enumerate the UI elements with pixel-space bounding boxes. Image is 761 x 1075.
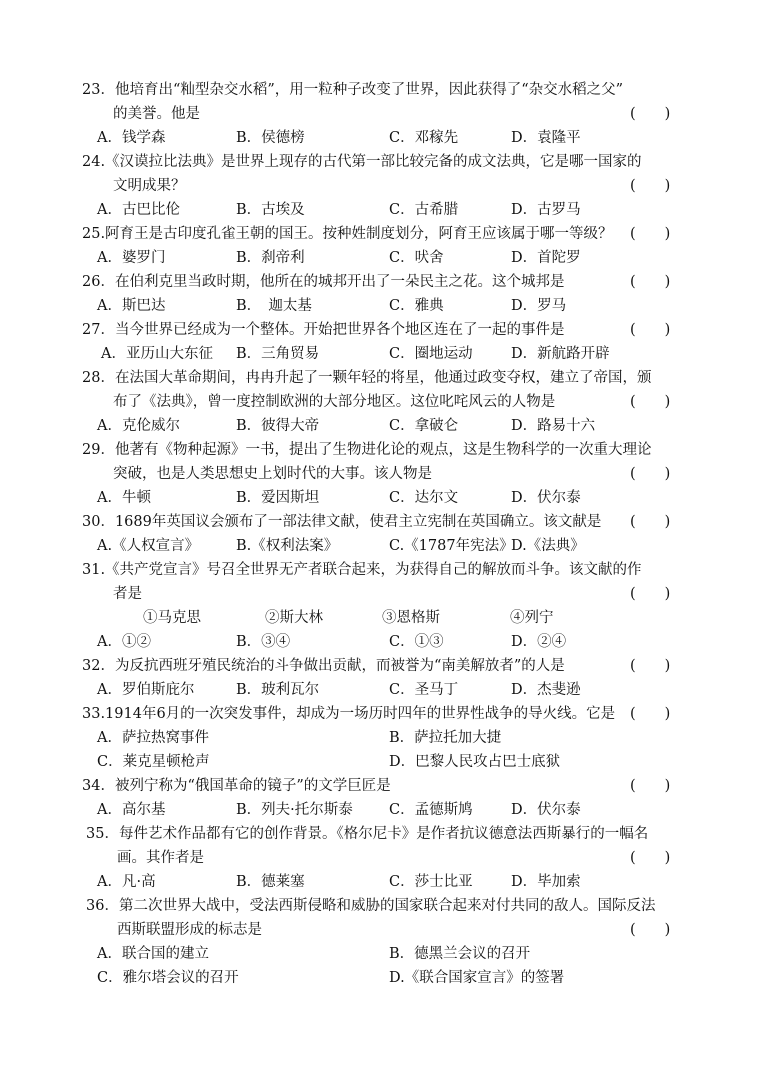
q34-option-c: C．孟德斯鸠 — [389, 802, 473, 818]
q24-option-d: D．古罗马 — [511, 202, 581, 218]
q23-option-b: B．侯德榜 — [236, 130, 305, 146]
q31-option-c: C．①③ — [389, 634, 444, 650]
q33-answer-paren: ( ) — [630, 706, 671, 722]
q28-stem-line1: 28．在法国大革命期间，冉冉升起了一颗年轻的将星，他通过政变夺权，建立了帝国，颁 — [82, 370, 652, 386]
q35-option-d: D．毕加索 — [511, 874, 581, 890]
q36-option-b: B．德黑兰会议的召开 — [389, 946, 531, 962]
q27-option-d: D．新航路开辟 — [511, 346, 610, 362]
q36-stem-line2: 西斯联盟形成的标志是 — [117, 922, 262, 938]
q29-option-c: C．达尔文 — [389, 490, 459, 506]
q33-stem: 33.1914年6月的一次突发事件，却成为一场历时四年的世界性战争的导火线。它是 — [82, 706, 616, 722]
q31-item-4: ④列宁 — [510, 610, 554, 626]
q31-answer-paren: ( ) — [630, 586, 671, 602]
q26-option-b: B． 迦太基 — [236, 298, 312, 314]
q33-option-a: A．萨拉热窝事件 — [97, 730, 209, 746]
q34-stem: 34．被列宁称为“俄国革命的镜子”的文学巨匠是 — [82, 778, 391, 794]
q32-stem: 32．为反抗西班牙殖民统治的斗争做出贡献，而被誉为“南美解放者”的人是 — [82, 658, 565, 674]
q23-stem-line2: 的美誉。他是 — [113, 106, 200, 122]
q28-option-a: A．克伦威尔 — [97, 418, 180, 434]
q32-option-d: D．杰斐逊 — [511, 682, 581, 698]
q28-stem-line2: 布了《法典》，曾一度控制欧洲的大部分地区。这位叱咤风云的人物是 — [113, 394, 556, 410]
q31-option-a: A．①② — [97, 634, 151, 650]
q24-option-c: C．古希腊 — [389, 202, 459, 218]
q27-stem: 27．当今世界已经成为一个整体。开始把世界各个地区连在了一起的事件是 — [82, 322, 565, 338]
q36-stem-line1: 36．第二次世界大战中，受法西斯侵略和威胁的国家联合起来对付共同的敌人。国际反法 — [86, 898, 656, 914]
q32-option-a: A．罗伯斯庇尔 — [97, 682, 195, 698]
q26-stem: 26．在伯利克里当政时期，他所在的城邦开出了一朵民主之花。这个城邦是 — [82, 274, 565, 290]
q28-answer-paren: ( ) — [630, 394, 671, 410]
q27-answer-paren: ( ) — [630, 322, 671, 338]
q31-option-b: B．③④ — [236, 634, 291, 650]
q28-option-c: C．拿破仑 — [389, 418, 459, 434]
q31-item-3: ③恩格斯 — [382, 610, 440, 626]
q29-option-b: B．爱因斯坦 — [236, 490, 320, 506]
q25-answer-paren: ( ) — [630, 226, 671, 242]
q33-option-b: B．萨拉托加大捷 — [389, 730, 502, 746]
q32-option-b: B．玻利瓦尔 — [236, 682, 320, 698]
q26-option-a: A．斯巴达 — [97, 298, 166, 314]
q26-answer-paren: ( ) — [630, 274, 671, 290]
q23-option-c: C．邓稼先 — [389, 130, 459, 146]
q30-answer-paren: ( ) — [630, 514, 671, 530]
q29-stem-line2: 突破，也是人类思想史上划时代的大事。该人物是 — [113, 466, 432, 482]
q26-option-d: D．罗马 — [511, 298, 567, 314]
q24-option-b: B．古埃及 — [236, 202, 305, 218]
q35-stem-line2: 画。其作者是 — [117, 850, 204, 866]
q27-option-b: B．三角贸易 — [236, 346, 320, 362]
q24-stem-line2: 文明成果？ — [113, 178, 186, 194]
q34-option-d: D．伏尔泰 — [511, 802, 581, 818]
q34-option-b: B．列夫·托尔斯泰 — [236, 802, 353, 818]
q25-option-a: A．婆罗门 — [97, 250, 166, 266]
q28-option-d: D．路易十六 — [511, 418, 596, 434]
q25-option-c: C．吠舍 — [389, 250, 444, 266]
q25-option-b: B．刹帝利 — [236, 250, 305, 266]
q30-option-a: A.《人权宣言》 — [97, 538, 200, 554]
q27-option-a: A．亚历山大东征 — [101, 346, 213, 362]
q34-answer-paren: ( ) — [630, 778, 671, 794]
q25-stem: 25.阿育王是古印度孔雀王朝的国王。按种姓制度划分，阿育王应该属于哪一等级？ — [82, 226, 613, 242]
q24-option-a: A．古巴比伦 — [97, 202, 180, 218]
q32-option-c: C．圣马丁 — [389, 682, 459, 698]
q31-stem-line1: 31.《共产党宣言》号召全世界无产者联合起来，为获得自己的解放而斗争。该文献的作 — [82, 562, 642, 578]
q30-option-c: C.《1787年宪法》 — [389, 538, 514, 554]
q35-stem-line1: 35．每件艺术作品都有它的创作背景。《格尔尼卡》是作者抗议德意法西斯暴行的一幅名 — [86, 826, 649, 842]
q29-stem-line1: 29．他著有《物种起源》一书，提出了生物进化论的观点，这是生物科学的一次重大理论 — [82, 442, 652, 458]
q29-option-a: A．牛顿 — [97, 490, 151, 506]
q23-option-a: A．钱学森 — [97, 130, 166, 146]
q35-option-b: B．德莱塞 — [236, 874, 305, 890]
q33-option-d: D．巴黎人民攻占巴士底狱 — [389, 754, 561, 770]
q24-answer-paren: ( ) — [630, 178, 671, 194]
q29-answer-paren: ( ) — [630, 466, 671, 482]
q30-option-d: D.《法典》 — [511, 538, 585, 554]
q27-option-c: C．圈地运动 — [389, 346, 473, 362]
q36-option-a: A．联合国的建立 — [97, 946, 209, 962]
q23-stem-line1: 23．他培育出“籼型杂交水稻”，用一粒种子改变了世界，因此获得了“杂交水稻之父” — [82, 82, 624, 98]
q31-option-d: D．②④ — [511, 634, 567, 650]
q23-option-d: D．袁隆平 — [511, 130, 581, 146]
q30-option-b: B.《权利法案》 — [236, 538, 339, 554]
q35-option-a: A．凡·高 — [97, 874, 156, 890]
q34-option-a: A．高尔基 — [97, 802, 166, 818]
q36-option-d: D.《联合国家宣言》的签署 — [389, 970, 565, 986]
q31-item-1: ①马克思 — [143, 610, 201, 626]
q31-item-2: ②斯大林 — [265, 610, 323, 626]
q24-stem-line1: 24.《汉谟拉比法典》是世界上现存的古代第一部比较完备的成文法典，它是哪一国家的 — [82, 154, 642, 170]
q23-answer-paren: ( ) — [630, 106, 671, 122]
q33-option-c: C．莱克星顿枪声 — [97, 754, 210, 770]
q30-stem: 30．1689年英国议会颁布了一部法律文献，使君主立宪制在英国确立。该文献是 — [82, 514, 602, 530]
q35-option-c: C．莎士比亚 — [389, 874, 473, 890]
q36-answer-paren: ( ) — [630, 922, 671, 938]
q35-answer-paren: ( ) — [630, 850, 671, 866]
q32-answer-paren: ( ) — [630, 658, 671, 674]
q25-option-d: D．首陀罗 — [511, 250, 581, 266]
q29-option-d: D．伏尔泰 — [511, 490, 581, 506]
q31-stem-line2: 者是 — [113, 586, 142, 602]
q26-option-c: C．雅典 — [389, 298, 444, 314]
q36-option-c: C．雅尔塔会议的召开 — [97, 970, 239, 986]
q28-option-b: B．彼得大帝 — [236, 418, 320, 434]
